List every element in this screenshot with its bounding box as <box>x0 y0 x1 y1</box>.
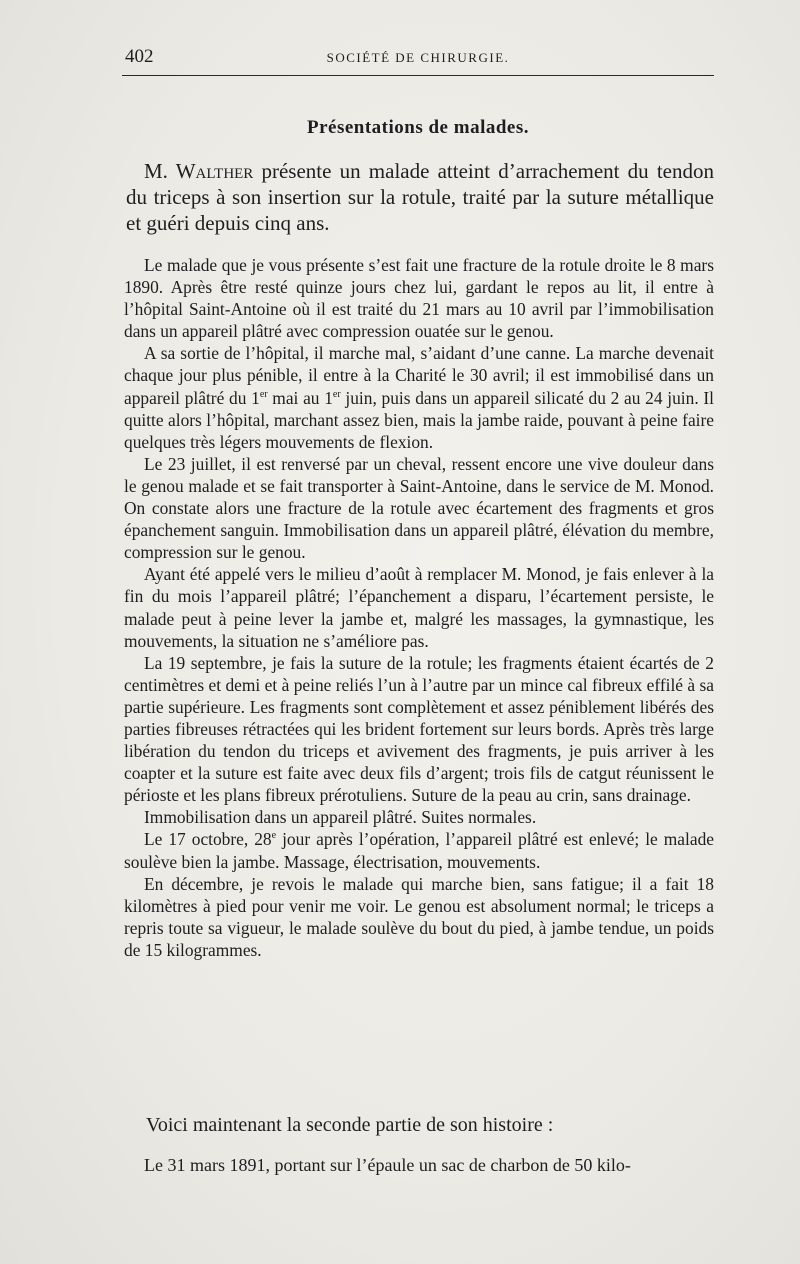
paragraph-text: A sa sortie de l’hôpital, il marche mal, s’aidant d’une canne. La marche devenait chaque jour plus pénible, il entre à la Charité le 30 avril; il est immobilisé dans un appareil plâtré du 1 <box>124 343 714 408</box>
superscript: e <box>271 830 277 842</box>
paragraph: Le malade que je vous présente s’est fait une fracture de la rotule droite le 8 mars 1890. Après être resté quinze jours chez lui, gardant le repos au lit, il entre à l’hôpital Saint-Antoine où il est traité du 21 mars au 10 avril par l’immobilisation dans un appareil plâtré avec compression ouatée sur le genou. <box>124 255 714 342</box>
paragraph: En décembre, je revois le malade qui marche bien, sans fatigue; il a fait 18 kilomètres à pied pour venir me voir. Le genou est absolument normal; le triceps a repris toute sa vigueur, le malade soulève du bout du pied, à jambe tendue, un poids de 15 kilogrammes. <box>124 873 714 960</box>
author-name: M. Walther <box>144 159 254 183</box>
abstract-text: présente un malade atteint d’arrachement du tendon du triceps à son insertion sur la rotule, traité par la suture métallique et guéri depuis cinq ans. <box>126 159 714 235</box>
continuation-heading: Voici maintenant la seconde partie de son histoire : <box>146 1114 554 1136</box>
last-line: Le 31 mars 1891, portant sur l’épaule un sac de charbon de 50 kilo- <box>144 1155 631 1175</box>
page-number: 402 <box>125 46 154 67</box>
case-report-body <box>124 254 714 961</box>
superscript: er <box>259 388 268 400</box>
paragraph-text: Le 17 octobre, 28 <box>144 829 272 850</box>
paragraph-text: mai au 1 <box>267 387 333 408</box>
paragraph-text: juin, puis dans un appareil silicaté du 2 au 24 juin. Il quitte alors l’hôpital, marchant assez bien, mais la jambe raide, pouvant à peine faire quelques très légers mouvements de flexion. <box>124 387 715 452</box>
abstract <box>126 158 714 236</box>
paragraph: Ayant été appelé vers le milieu d’août à remplacer M. Monod, je fais enlever à la fin du mois l’appareil plâtré; l’épanchement a disparu, l’écartement persiste, le malade peut à peine lever la jambe et, malgré les massages, la gymnastique, les mouvements, la situation ne s’améliore pas. <box>124 564 714 651</box>
superscript: er <box>332 388 341 400</box>
paragraph <box>124 342 714 452</box>
running-head <box>122 42 714 72</box>
paragraph-text: jour après l’opération, l’appareil plâtré est enlevé; le malade soulève bien la jambe. Massage, électrisation, mouvements. <box>124 829 714 872</box>
journal-title: SOCIÉTÉ DE CHIRURGIE. <box>326 50 510 65</box>
paragraph: Immobilisation dans un appareil plâtré. Suites normales. <box>144 807 537 828</box>
paragraph: Le 23 juillet, il est renversé par un cheval, ressent encore une vive douleur dans le genou malade et se fait transporter à Saint-Antoine, dans le service de M. Monod. On constate alors une fracture de la rotule avec écartement des fragments et gros épanchement sanguin. Immobilisation dans un appareil plâtré, élévation du membre, compression sur le genou. <box>124 453 714 563</box>
paragraph <box>124 828 714 872</box>
header-rule <box>122 75 714 76</box>
section-title: Présentations de malades. <box>306 117 529 138</box>
paragraph: La 19 septembre, je fais la suture de la rotule; les fragments étaient écartés de 2 centimètres et demi et à peine reliés l’un à l’autre par un mince cal fibreux effilé à sa partie supérieure. Les fragments sont complètement et assez péniblement libérés des parties fibreuses rétractées qui les brident fortement sur leurs bords. Après très large libération du tendon du triceps et avivement des fragments, je puis arriver à les coapter et la suture est faite avec deux fils d’argent; trois fils de catgut réunissent le périoste et les plans fibreux prérotuliens. Suture de la peau au crin, sans drainage. <box>124 652 714 806</box>
